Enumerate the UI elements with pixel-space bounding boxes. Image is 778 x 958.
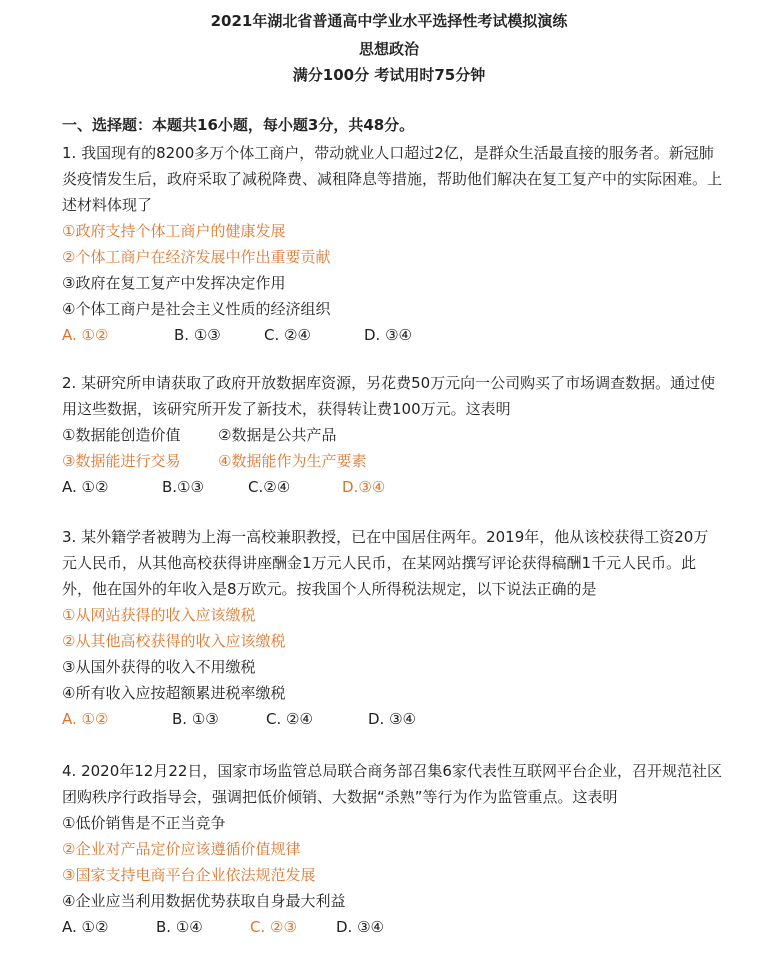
question-3: [62, 524, 722, 732]
question-4: [62, 758, 722, 940]
statement-1: ①从网站获得的收入应该缴税: [62, 606, 256, 624]
option-d: D.③④: [342, 478, 386, 496]
section-title: 一、选择题：本题共16小题，每小题3分，共48分。: [62, 116, 415, 134]
answer-options: [62, 914, 722, 940]
statement-2: ②个体工商户在经济发展中作出重要贡献: [62, 248, 331, 266]
statement-2: ②数据是公共产品: [218, 426, 337, 444]
statement-3: ③从国外获得的收入不用缴税: [62, 658, 256, 676]
option-c: C.②④: [248, 478, 291, 496]
statement-1: ①数据能创造价值: [62, 426, 181, 444]
statement-3: ③政府在复工复产中发挥决定作用: [62, 274, 286, 292]
answer-options: [62, 474, 722, 500]
question-stem: 4. 2020年12月22日，国家市场监管总局联合商务部召集6家代表性互联网平台企业，召开规范社区团购秩序行政指导会，强调把低价倾销、大数据“杀熟”等行为作为监管重点。这表明: [62, 762, 722, 806]
statement-row-1: [62, 422, 722, 448]
option-c: C. ②④: [266, 710, 313, 728]
statement-1: ①低价销售是不正当竞争: [62, 814, 226, 832]
question-stem: 1. 我国现有的8200多万个体工商户，带动就业人口超过2亿，是群众生活最直接的服务者。新冠肺炎疫情发生后，政府采取了减税降费、减租降息等措施，帮助他们解决在复工复产中的实际困难。上述材料体现了: [62, 144, 723, 214]
question-1: [62, 140, 722, 348]
question-stem: 3. 某外籍学者被聘为上海一高校兼职教授，已在中国居住两年。2019年，他从该校获得工资20万元人民币，从其他高校获得讲座酬金1万元人民币，在某网站撰写评论获得稿酬1千元人民币。此外，他在国外的年收入是8万欧元。按我国个人所得税法规定，以下说法正确的是: [62, 528, 709, 598]
statement-3: ③国家支持电商平台企业依法规范发展: [62, 866, 316, 884]
option-d: D. ③④: [364, 326, 412, 344]
exam-subject: 思想政治: [358, 40, 419, 58]
statement-4: ④企业应当利用数据优势获取自身最大利益: [62, 892, 346, 910]
option-a: A. ①②: [62, 326, 109, 344]
statement-row-2: [62, 448, 722, 474]
option-c: C. ②④: [264, 326, 311, 344]
statement-4: ④所有收入应按超额累进税率缴税: [62, 684, 286, 702]
option-b: B. ①③: [174, 326, 221, 344]
statement-4: ④数据能作为生产要素: [218, 452, 367, 470]
option-a: A. ①②: [62, 478, 109, 496]
exam-title: 2021年湖北省普通高中学业水平选择性考试模拟演练: [210, 12, 568, 30]
statement-2: ②从其他高校获得的收入应该缴税: [62, 632, 286, 650]
option-a: A. ①②: [62, 710, 109, 728]
statement-2: ②企业对产品定价应该遵循价值规律: [62, 840, 301, 858]
question-stem: 2. 某研究所申请获取了政府开放数据库资源，另花费50万元向一公司购买了市场调查数据。通过使用这些数据，该研究所开发了新技术，获得转让费100万元。这表明: [62, 374, 716, 418]
question-2: [62, 370, 722, 500]
option-d: D. ③④: [336, 918, 384, 936]
answer-options: [62, 706, 722, 732]
option-c: C. ②③: [250, 918, 297, 936]
option-d: D. ③④: [368, 710, 416, 728]
statement-4: ④个体工商户是社会主义性质的经济组织: [62, 300, 331, 318]
option-a: A. ①②: [62, 918, 109, 936]
option-b: B. ①③: [172, 710, 219, 728]
statement-3: ③数据能进行交易: [62, 452, 181, 470]
answer-options: [62, 322, 722, 348]
exam-info: 满分100分 考试用时75分钟: [292, 66, 486, 84]
statement-1: ①政府支持个体工商户的健康发展: [62, 222, 286, 240]
option-b: B. ①④: [156, 918, 203, 936]
option-b: B.①③: [162, 478, 204, 496]
